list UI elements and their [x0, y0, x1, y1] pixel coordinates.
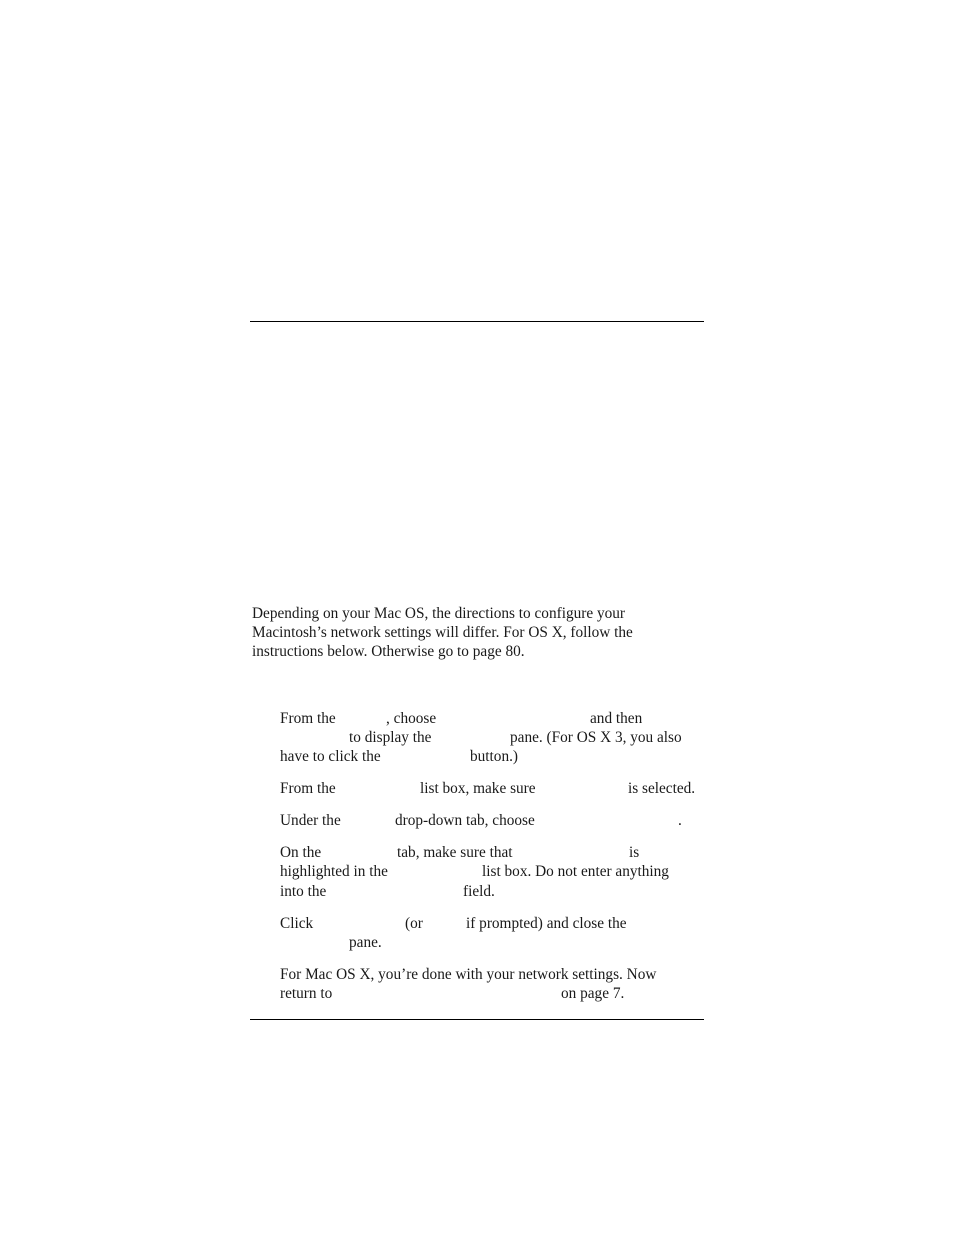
bottom-rule [250, 1019, 704, 1020]
step-text: if prompted) and close the [466, 915, 627, 932]
step-text: list box. Do not enter anything [482, 863, 669, 880]
step-text: to display the [349, 729, 432, 746]
step-text: (or [405, 915, 423, 932]
step-text: into the [280, 883, 327, 900]
step-text: On the [280, 844, 322, 861]
step-text: have to click the [280, 748, 381, 765]
step-text: From the [280, 780, 336, 797]
step-text: pane. [349, 934, 382, 951]
top-rule [250, 321, 704, 322]
intro-line: Macintosh’s network settings will differ. For OS X, follow the [252, 624, 633, 641]
step-text: Under the [280, 812, 341, 829]
step-text: tab, make sure that [397, 844, 513, 861]
step-text: button.) [470, 748, 519, 765]
step-text: is selected. [628, 780, 696, 797]
step-text: field. [463, 883, 495, 900]
step-text: , choose [386, 710, 437, 727]
step-text: is [629, 844, 640, 861]
step-text: return to [280, 985, 333, 1002]
step-text: pane. (For OS X 3, you also [510, 729, 682, 746]
step-text: list box, make sure [420, 780, 536, 797]
step-text: From the [280, 710, 336, 727]
step-text: and then [590, 710, 643, 727]
intro-line: instructions below. Otherwise go to page 80. [252, 643, 525, 660]
step-text: drop-down tab, choose [395, 812, 535, 829]
step-text: . [678, 812, 682, 829]
step-text: For Mac OS X, you’re done with your network settings. Now [280, 966, 657, 983]
step-text: highlighted in the [280, 863, 388, 880]
intro-line: Depending on your Mac OS, the directions to configure your [252, 605, 625, 622]
step-text: on page 7. [561, 985, 625, 1002]
step-text: Click [280, 915, 314, 932]
